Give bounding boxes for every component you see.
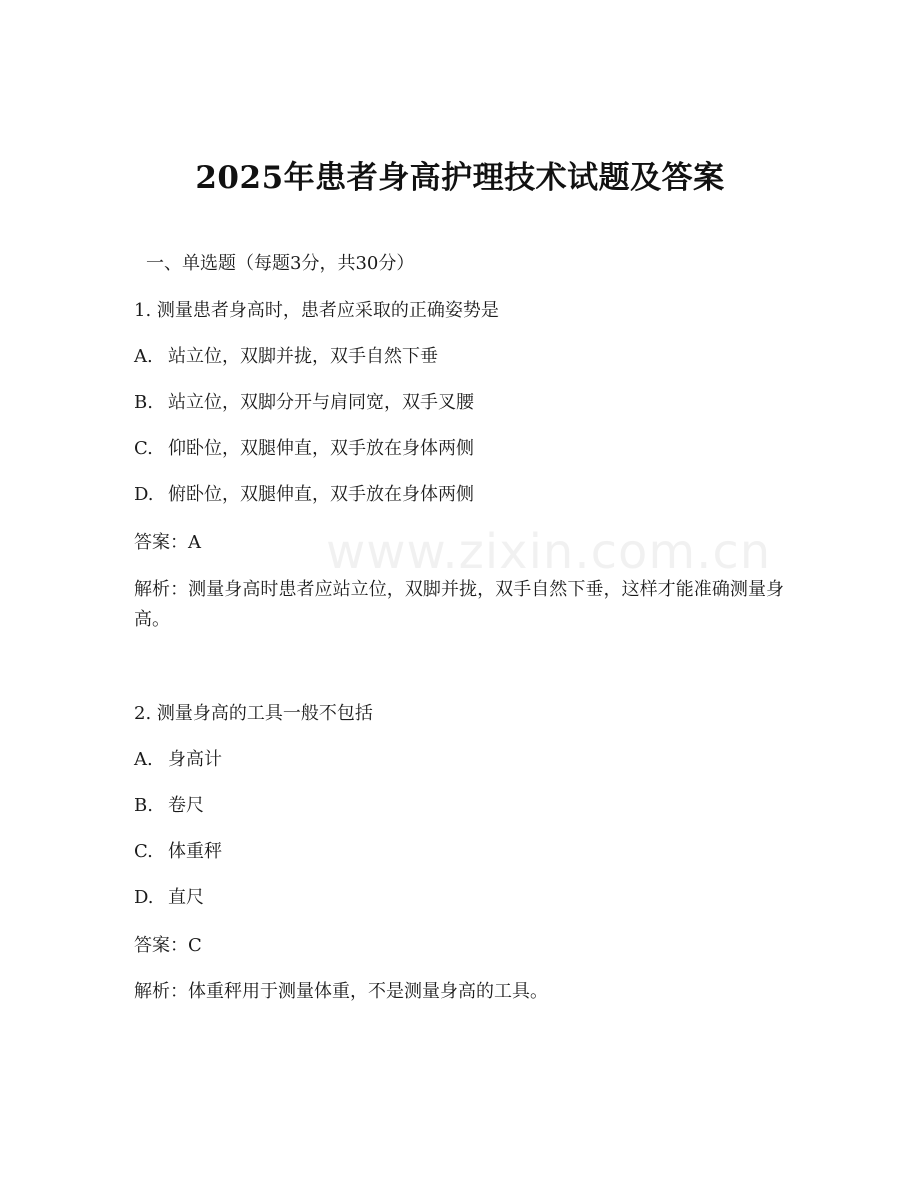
option-text: 直尺 [168,887,204,908]
question-1-option-c [134,435,474,463]
question-2-explanation: 解析：体重秤用于测量体重，不是测量身高的工具。 [134,981,548,1002]
option-text: 体重秤 [168,841,222,862]
question-2-option-d [134,884,204,912]
question-2-answer: 答案：C [134,935,202,956]
document-title: 2025年患者身高护理技术试题及答案 [195,160,725,196]
question-2-stem: 2. 测量身高的工具一般不包括 [134,703,373,724]
option-letter: C. [134,438,153,459]
option-text: 俯卧位，双腿伸直，双手放在身体两侧 [168,484,474,505]
question-2-option-c [134,838,222,866]
question-1-stem: 1. 测量患者身高时，患者应采取的正确姿势是 [134,300,499,321]
option-letter: B. [134,392,153,413]
question-1-option-a [134,343,438,371]
option-letter: A. [134,346,153,367]
watermark: www.zixin.com.cn [326,524,772,580]
question-1-answer: 答案：A [134,532,201,553]
option-text: 站立位，双脚分开与肩同宽，双手叉腰 [168,392,474,413]
question-1-option-d [134,481,474,509]
section-header: 一、单选题（每题3分，共30分） [146,253,415,274]
option-letter: A. [134,749,153,770]
option-letter: C. [134,841,153,862]
question-2-option-a [134,746,222,774]
question-2-option-b [134,792,204,820]
question-1-option-b [134,389,474,417]
option-text: 仰卧位，双腿伸直，双手放在身体两侧 [168,438,474,459]
option-letter: D. [134,484,154,505]
option-text: 身高计 [168,749,222,770]
option-letter: D. [134,887,154,908]
question-1-explanation: 解析：测量身高时患者应站立位，双脚并拢，双手自然下垂，这样才能准确测量身高。 [134,579,784,630]
option-text: 站立位，双脚并拢，双手自然下垂 [168,346,438,367]
option-text: 卷尺 [168,795,204,816]
option-letter: B. [134,795,153,816]
